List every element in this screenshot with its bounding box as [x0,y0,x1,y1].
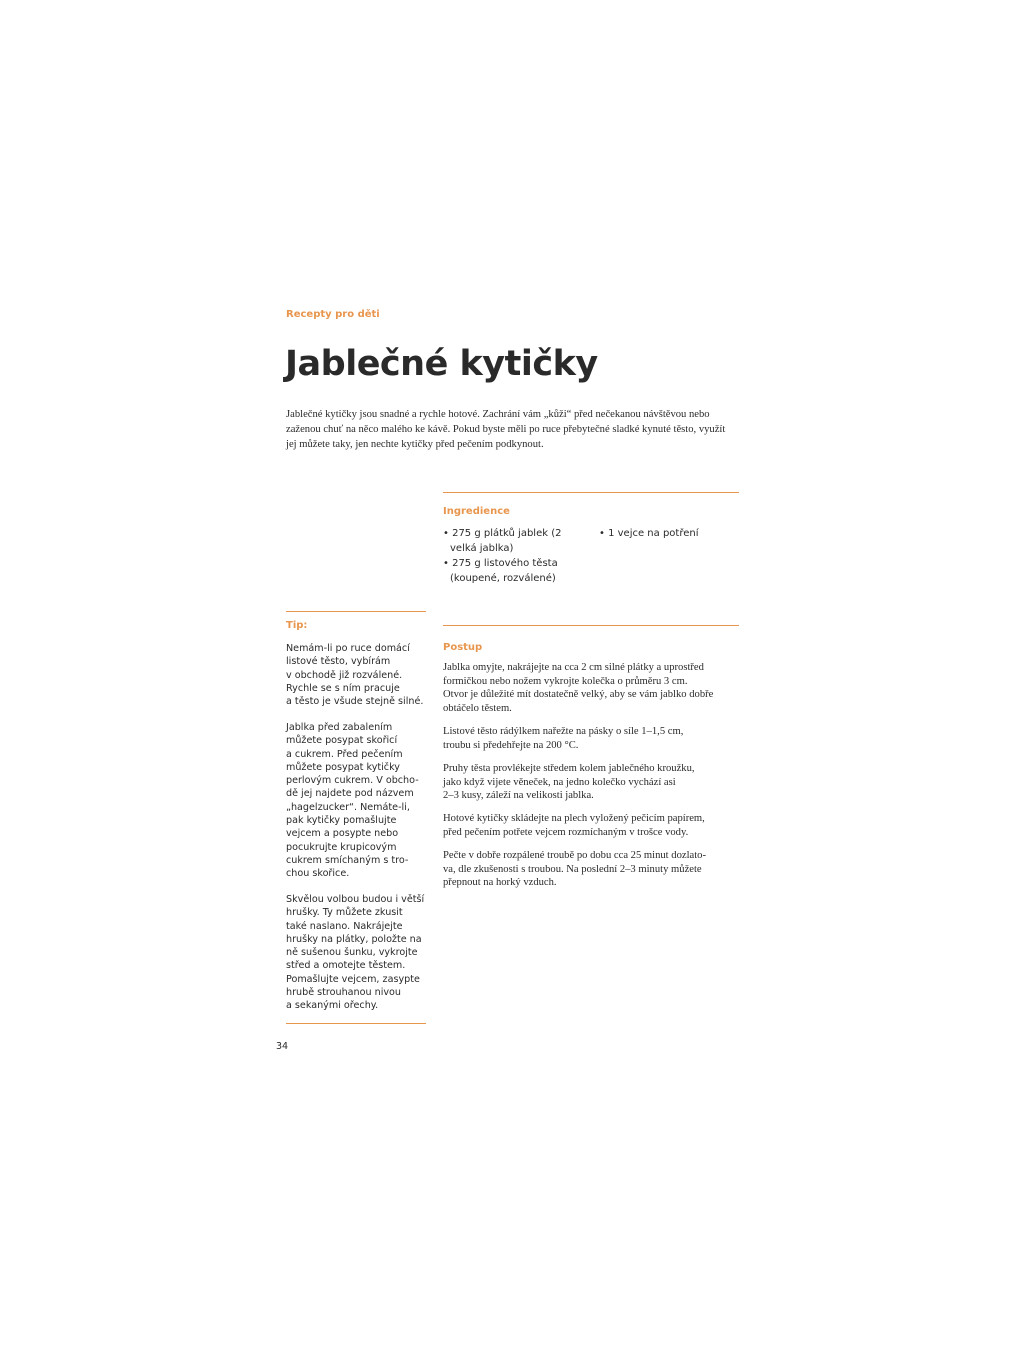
tip-paragraph: Nemám-li po ruce domácí listové těsto, vybírám v obchodě již rozválené. Rychle se s ním pracuje a těsto je všude stejně silné. [286,643,424,708]
method-step: Pruhy těsta provlékejte středem kolem jablečného kroužku, jako když vijete věneček, na jedno kolečko vychází asi 2–3 kusy, záleží na velikosti jablka. [443,763,695,801]
ingredients-rule [443,492,739,493]
section-label: Recepty pro děti [286,309,380,320]
ingredients-heading: Ingredience [443,506,510,517]
method-step: Pečte v dobře rozpálené troubě po dobu cca 25 minut dozlato- va, dle zkušenosti s troubou. Na poslední 2–3 minuty můžete přepnout na horký vzduch. [443,850,706,888]
page-title: Jablečné kytičky [285,344,598,384]
tip-top-rule [286,611,426,612]
method-step: Listové těsto rádýlkem nařežte na pásky o síle 1–1,5 cm, troubu si předehřejte na 200 °C. [443,726,684,751]
method-step: Jablka omyjte, nakrájejte na cca 2 cm silné plátky a uprostřed formičkou nebo nožem vykrojte kolečka o průměru 3 cm. Otvor je důležité mít dostatečně velký, aby se vám jablko dobře obtáčelo těstem. [443,662,714,714]
tip-bottom-rule [286,1023,426,1024]
tip-paragraph: Jablka před zabalením můžete posypat skořicí a cukrem. Před pečením můžete posypat kytičky perlovým cukrem. V obcho- dě jej najdete pod názvem „hagelzucker“. Nemáte-li, pak kytičky pomašlujte vejcem a posypte nebo pocukrujte krupicovým cukrem smíchaným s tro- chou skořice. [286,722,419,880]
tip-heading: Tip: [286,620,308,631]
ingredients-list-left [443,526,578,586]
page-number: 34 [276,1041,289,1052]
method-step: Hotové kytičky skládejte na plech vyložený pečicím papírem, před pečením potřete vejcem rozmíchaným v trošce vody. [443,813,705,838]
method-rule [443,625,739,626]
tip-paragraph: Skvělou volbou budou i větší hrušky. Ty můžete zkusit také naslano. Nakrájejte hrušky na plátky, položte na ně sušenou šunku, vykrojte střed a omotejte těstem. Pomašlujte vejcem, zasypte hrubě strouhanou nivou a sekanými ořechy. [286,894,425,1012]
ingredient-item: • 275 g listového těsta (koupené, rozválené) [443,556,578,586]
intro-paragraph: Jablečné kytičky jsou snadné a rychle hotové. Zachrání vám „kůži“ před nečekanou návštěvou nebo zaženou chuť na něco malého ke kávě. Pokud byste měli po ruce přebytečné sladké kynuté těsto, využít jej můžete taky, jen nechte kytičky před pečením podkynout. [286,409,726,450]
ingredient-item: • 275 g plátků jablek (2 velká jablka) [443,526,578,556]
ingredients-list-right [599,526,739,541]
ingredient-item: • 1 vejce na potření [599,526,739,541]
method-heading: Postup [443,642,483,653]
